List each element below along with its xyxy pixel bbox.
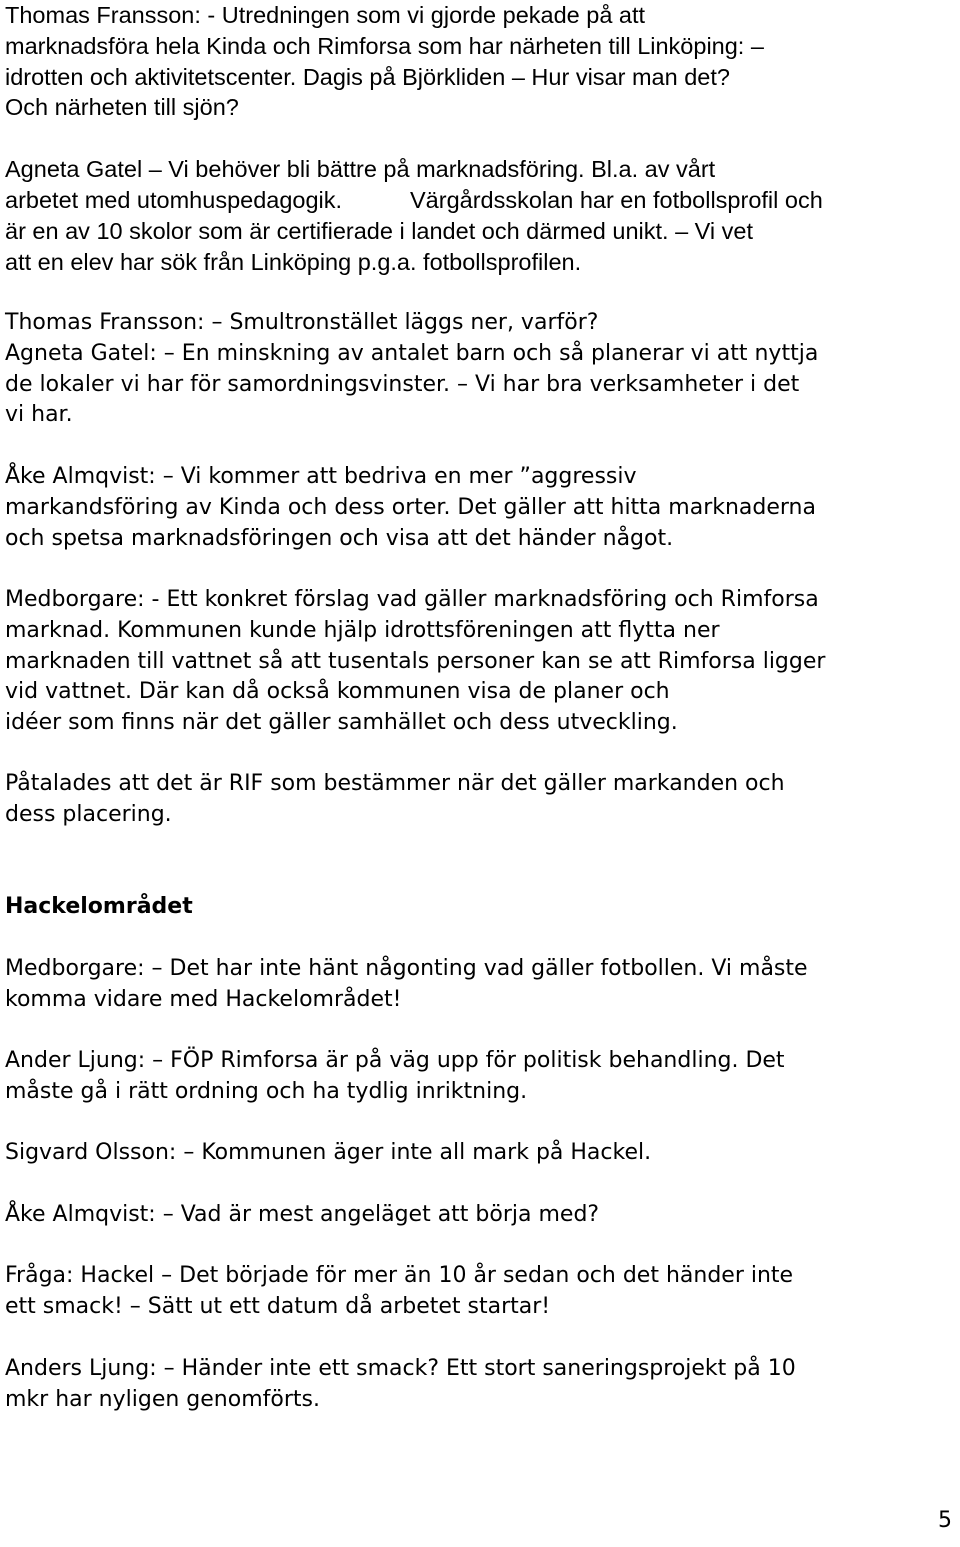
paragraph-fransson-utredning: Thomas Fransson: - Utredningen som vi gjorde pekade på att marknadsföra hela Kinda och Rimforsa som har närheten till Linköping: – idrotten och aktivitetscenter. Dagis på Björkliden – Hur visar man det? Och närheten till sjön? (5, 2, 764, 121)
paragraph-rif-placering: Påtalades att det är RIF som bestämmer när det gäller markanden och dess placering. (5, 771, 785, 827)
paragraph-medborgare-forslag: Medborgare: - Ett konkret förslag vad gäller marknadsföring och Rimforsa marknad. Kommunen kunde hjälp idrottsföreningen att flytta ner marknaden till vattnet så att tusentals personer kan se att Rimforsa ligger vid vattnet. Där kan då också kommunen visa de planer och idéer som finns när det gäller samhället och dess utveckling. (5, 587, 826, 736)
paragraph-vargardsskolan: Värgårdsskolan har en fotbollsprofil och är en av 10 skolor som är certifierade i landet och därmed unikt. – Vi vet att en elev har sök från Linköping p.g.a. fotbollsprofilen. (5, 187, 823, 275)
paragraph-ljung-sanering: Anders Ljung: – Händer inte ett smack? Ett stort saneringsprojekt på 10 mkr har nyligen genomförts. (5, 1356, 796, 1412)
paragraph-gatel-marknadsforing: Agneta Gatel – Vi behöver bli bättre på marknadsföring. Bl.a. av vårt arbetet med utomhuspedagogik. (5, 156, 716, 213)
paragraph-fraga-hackel: Fråga: Hackel – Det började för mer än 10 år sedan och det händer inte ett smack! – Sätt ut ett datum då arbetet startar! (5, 1263, 794, 1319)
paragraph-olsson-mark: Sigvard Olsson: – Kommunen äger inte all mark på Hackel. (5, 1140, 652, 1165)
page-number: 5 (938, 1508, 952, 1533)
paragraph-ljung-fop: Ander Ljung: – FÖP Rimforsa är på väg upp för politisk behandling. Det måste gå i rätt ordning och ha tydlig inriktning. (5, 1048, 785, 1104)
section-heading: Hackelområdet (5, 894, 193, 919)
paragraph-almqvist-marknadsforing: Åke Almqvist: – Vi kommer att bedriva en mer ”aggressiv markandsföring av Kinda och dess orter. Det gäller att hitta marknaderna och spetsa marknadsföringen och visa att det händer något. (5, 464, 816, 551)
paragraph-medborgare-fotbollen: Medborgare: – Det har inte hänt någonting vad gäller fotbollen. Vi måste komma vidare med Hackelområdet! (5, 956, 808, 1012)
paragraph-smultronstallet: Thomas Fransson: – Smultronstället läggs ner, varför? Agneta Gatel: – En minskning av antalet barn och så planerar vi att nyttja de lokaler vi har för samordningsvinster. – Vi har bra verksamheter i det vi har. (5, 310, 819, 428)
paragraph-almqvist-angelaget: Åke Almqvist: – Vad är mest angeläget att börja med? (5, 1202, 600, 1227)
